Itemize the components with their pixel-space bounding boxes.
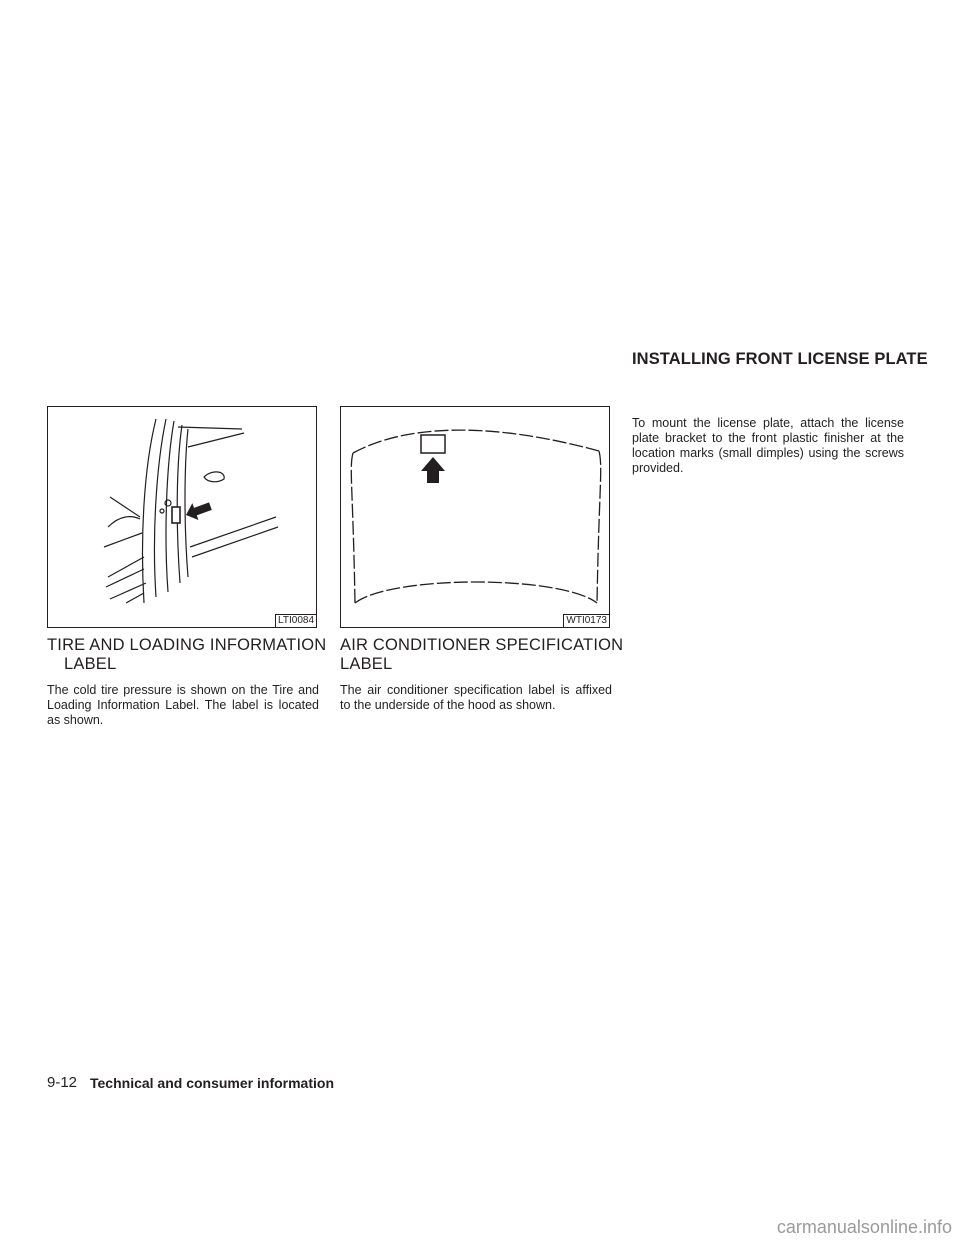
license-plate-body: To mount the license plate, attach the license plate bracket to the front plastic finisher at the location marks (small dimples) using the screws provided. (632, 416, 904, 475)
tire-label-body: The cold tire pressure is shown on the Tire and Loading Information Label. The label is located as shown. (47, 683, 319, 727)
door-pillar-illustration (48, 407, 318, 629)
heading-line: LABEL (64, 655, 117, 673)
heading-line: TIRE AND LOADING INFORMATION (47, 636, 327, 654)
figure-tire-label (47, 406, 317, 628)
page-number: 9-12 (47, 1074, 78, 1091)
hood-underside-illustration (341, 407, 611, 629)
section-heading: INSTALLING FRONT LICENSE PLATE (632, 350, 928, 368)
heading-line: LABEL (340, 655, 393, 673)
figure-code: WTI0173 (563, 614, 609, 627)
watermark: carmanualsonline.info (776, 1217, 952, 1237)
figure-code: LTI0084 (275, 614, 316, 627)
ac-label-body: The air conditioner specification label is affixed to the underside of the hood as shown. (340, 683, 612, 712)
ac-label-heading (340, 636, 623, 674)
figure-ac-label (340, 406, 610, 628)
chapter-title: Technical and consumer information (90, 1075, 335, 1091)
heading-line: AIR CONDITIONER SPECIFICATION (340, 636, 624, 654)
tire-label-heading (47, 636, 326, 674)
